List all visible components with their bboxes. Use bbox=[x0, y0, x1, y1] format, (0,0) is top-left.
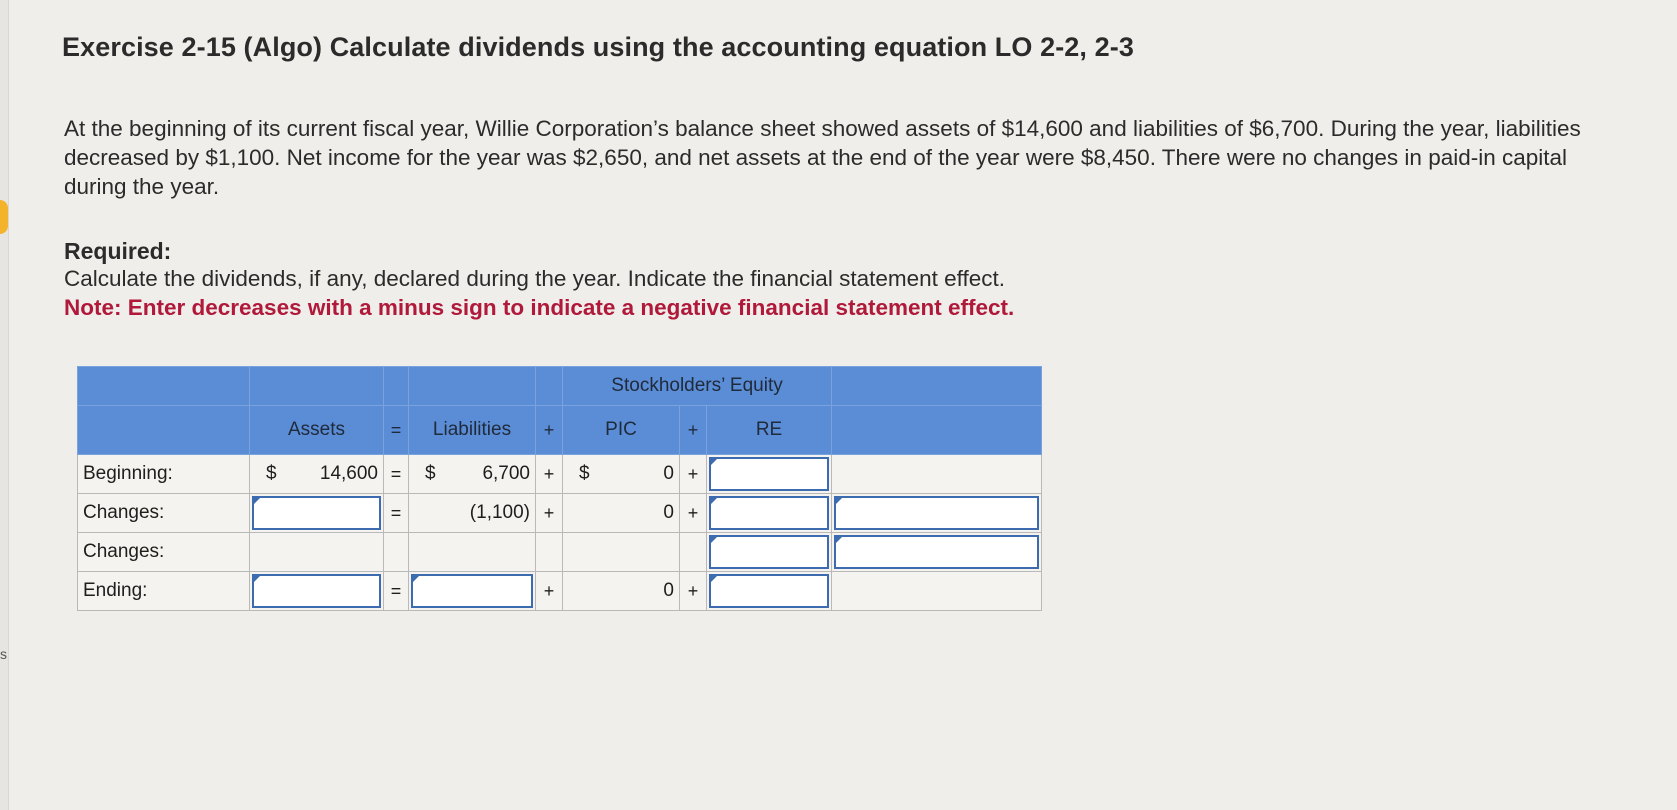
header-blank-label-2 bbox=[78, 406, 250, 455]
changes1-pic-value: 0 bbox=[563, 494, 680, 533]
ending-plus-2: + bbox=[680, 572, 707, 611]
header-row-group bbox=[78, 367, 1042, 406]
instruction-text: Calculate the dividends, if any, declared during the year. Indicate the financial statement effect. bbox=[64, 266, 1005, 291]
changes2-extra-cell bbox=[832, 533, 1042, 572]
table-row-changes-1 bbox=[78, 494, 1042, 533]
ending-extra-cell bbox=[832, 572, 1042, 611]
beginning-pic-cell bbox=[563, 455, 680, 494]
changes1-liabilities-value: (1,100) bbox=[409, 494, 536, 533]
beginning-equals: = bbox=[384, 455, 409, 494]
assets-header: Assets bbox=[250, 406, 384, 455]
changes2-eq-cell bbox=[384, 533, 409, 572]
header-blank-extra bbox=[832, 367, 1042, 406]
note-text: Note: Enter decreases with a minus sign to indicate a negative financial statement effect. bbox=[64, 295, 1015, 320]
changes1-description-input[interactable] bbox=[834, 496, 1039, 530]
row-label-beginning: Beginning: bbox=[78, 455, 250, 494]
ending-liabilities-cell bbox=[409, 572, 536, 611]
beginning-pic-value: 0 bbox=[663, 463, 674, 484]
pic-header: PIC bbox=[563, 406, 680, 455]
changes1-plus-1: + bbox=[536, 494, 563, 533]
beginning-assets-value: 14,600 bbox=[319, 463, 378, 484]
changes1-equals: = bbox=[384, 494, 409, 533]
beginning-liabilities-currency: $ bbox=[425, 463, 436, 484]
question-marker[interactable] bbox=[0, 200, 8, 234]
header-blank-liab bbox=[409, 367, 536, 406]
table-row-beginning bbox=[78, 455, 1042, 494]
changes1-extra-cell bbox=[832, 494, 1042, 533]
header-blank-extra-2 bbox=[832, 406, 1042, 455]
ending-plus-1: + bbox=[536, 572, 563, 611]
beginning-re-cell bbox=[707, 455, 832, 494]
changes2-re-input[interactable] bbox=[709, 535, 829, 569]
changes2-pic-cell bbox=[563, 533, 680, 572]
changes2-re-cell bbox=[707, 533, 832, 572]
ending-liabilities-input[interactable] bbox=[411, 574, 533, 608]
beginning-pic-currency: $ bbox=[579, 463, 590, 484]
changes1-assets-input[interactable] bbox=[252, 496, 381, 530]
header-blank-plus bbox=[536, 367, 563, 406]
equals-header: = bbox=[384, 406, 409, 455]
side-label: s bbox=[0, 646, 7, 662]
changes1-plus-2: + bbox=[680, 494, 707, 533]
changes2-description-input[interactable] bbox=[834, 535, 1039, 569]
row-label-changes-1: Changes: bbox=[78, 494, 250, 533]
beginning-liabilities-value: 6,700 bbox=[482, 463, 530, 484]
beginning-liabilities-cell bbox=[409, 455, 536, 494]
ending-re-cell bbox=[707, 572, 832, 611]
liabilities-header: Liabilities bbox=[409, 406, 536, 455]
ending-re-input[interactable] bbox=[709, 574, 829, 608]
header-blank-label bbox=[78, 367, 250, 406]
required-label: Required: bbox=[64, 238, 172, 264]
changes1-re-input[interactable] bbox=[709, 496, 829, 530]
left-panel-edge bbox=[0, 0, 9, 810]
plus-header-1: + bbox=[536, 406, 563, 455]
re-header: RE bbox=[707, 406, 832, 455]
beginning-re-input[interactable] bbox=[709, 457, 829, 491]
table-row-changes-2 bbox=[78, 533, 1042, 572]
changes1-re-cell bbox=[707, 494, 832, 533]
changes2-plus1-cell bbox=[536, 533, 563, 572]
plus-header-2: + bbox=[680, 406, 707, 455]
exercise-prompt: At the beginning of its current fiscal year, Willie Corporation’s balance sheet showed assets of $14,600 and liabilities of $6,700. During the year, liabilities decreased by $1,100. Net income for the year was $2,650, and net assets at the end of the year were $8,450. There were no changes in paid-in capital during the year. bbox=[64, 116, 1581, 199]
header-blank-eq bbox=[384, 367, 409, 406]
header-row-columns bbox=[78, 406, 1042, 455]
ending-equals: = bbox=[384, 572, 409, 611]
changes2-plus2-cell bbox=[680, 533, 707, 572]
changes2-liabilities-cell bbox=[409, 533, 536, 572]
changes2-assets-cell bbox=[250, 533, 384, 572]
accounting-equation-worksheet bbox=[77, 366, 1042, 611]
header-blank-assets bbox=[250, 367, 384, 406]
beginning-plus-1: + bbox=[536, 455, 563, 494]
ending-assets-input[interactable] bbox=[252, 574, 381, 608]
exercise-title: Exercise 2-15 (Algo) Calculate dividends using the accounting equation LO 2-2, 2-3 bbox=[62, 32, 1134, 62]
table-row-ending bbox=[78, 572, 1042, 611]
row-label-changes-2: Changes: bbox=[78, 533, 250, 572]
beginning-extra-cell bbox=[832, 455, 1042, 494]
ending-assets-cell bbox=[250, 572, 384, 611]
row-label-ending: Ending: bbox=[78, 572, 250, 611]
beginning-assets-currency: $ bbox=[266, 463, 277, 484]
changes1-assets-cell bbox=[250, 494, 384, 533]
beginning-assets-cell bbox=[250, 455, 384, 494]
beginning-plus-2: + bbox=[680, 455, 707, 494]
stockholders-equity-header: Stockholders’ Equity bbox=[563, 367, 832, 406]
ending-pic-value: 0 bbox=[563, 572, 680, 611]
